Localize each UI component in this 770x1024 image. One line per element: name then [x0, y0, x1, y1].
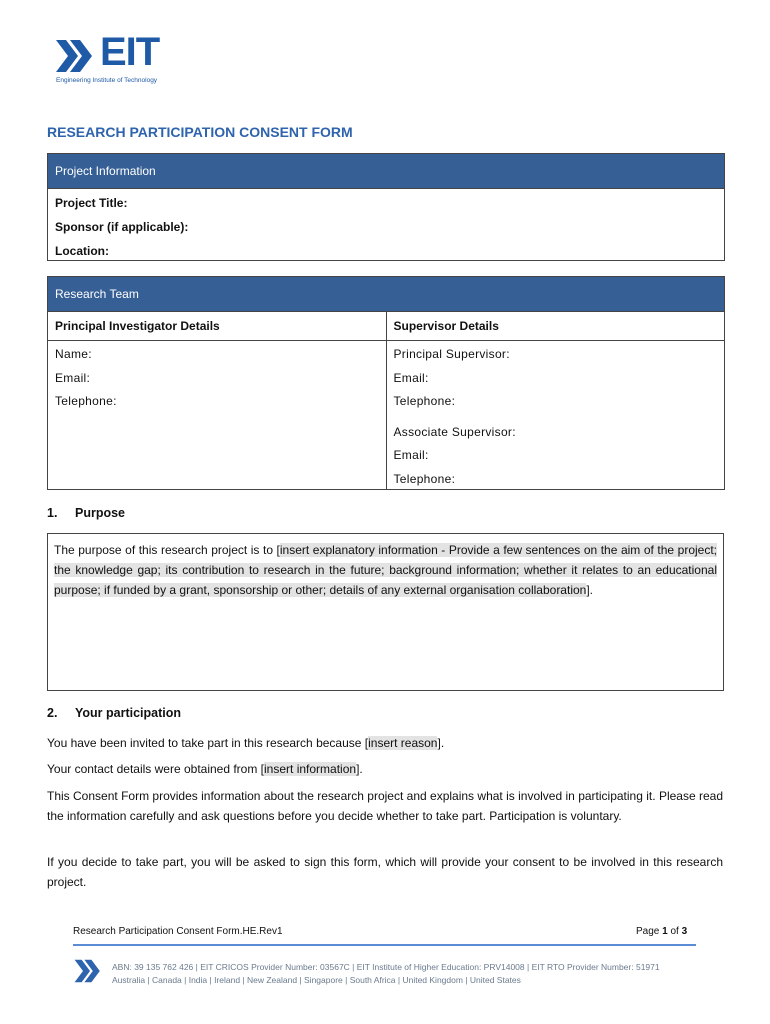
- footer-registration-text: [112, 961, 660, 987]
- footer-chevron-icon: [73, 957, 107, 985]
- contact-source-paragraph: Your contact details were obtained from [insert information].: [47, 762, 363, 776]
- research-team-box: [47, 276, 725, 490]
- pi-name-label: Name:: [55, 347, 92, 361]
- project-information-box: [47, 153, 725, 261]
- purpose-text: The purpose of this research project is to [insert explanatory information - Provide a few sentences on the aim of the project; the knowledge gap; its contribution to research in the future; background information; whether it relates to an educational purpose; if funded by a grant, sponsorship or other; details of any external organisation collaboration].: [54, 543, 717, 597]
- sponsor-label: Sponsor (if applicable):: [55, 220, 189, 234]
- pi-telephone-label: Telephone:: [55, 394, 117, 408]
- logo-tagline: Engineering Institute of Technology: [56, 77, 158, 84]
- page-title: RESEARCH PARTICIPATION CONSENT FORM: [47, 124, 353, 140]
- chevron-logo-icon: [56, 36, 100, 76]
- location-label: Location:: [55, 244, 109, 258]
- purpose-box: [47, 533, 724, 691]
- footer-page-number: Page 1 of 3: [636, 926, 688, 937]
- associate-supervisor-email-label: Email:: [393, 448, 429, 462]
- associate-supervisor-label: Associate Supervisor:: [393, 424, 516, 439]
- sign-form-paragraph: If you decide to take part, you will be asked to sign this form, which will provide your consent to be involved in this research project.: [47, 855, 723, 889]
- footer-divider: [73, 944, 696, 946]
- principal-supervisor-telephone-label: Telephone:: [393, 394, 456, 408]
- eit-logo: [56, 30, 186, 90]
- project-information-heading: Project Information: [48, 154, 724, 189]
- principal-investigator-column: [48, 312, 387, 489]
- supervisor-column: [387, 312, 725, 493]
- participation-number: 2.: [47, 706, 58, 720]
- principal-supervisor-email-label: Email:: [393, 370, 429, 385]
- purpose-number: 1.: [47, 506, 58, 520]
- supervisor-heading: Supervisor Details: [387, 312, 725, 341]
- footer-doc-name: Research Participation Consent Form.HE.Rev1: [73, 926, 283, 937]
- principal-supervisor-label: Principal Supervisor:: [393, 347, 510, 361]
- logo-wordmark: EIT: [100, 30, 160, 74]
- footer-registration-line2: Australia | Canada | India | Ireland | New Zealand | Singapore | South Africa | United Kingdom | United States: [112, 975, 521, 985]
- participation-reason-paragraph: You have been invited to take part in this research because [insert reason].: [47, 736, 445, 750]
- project-title-label: Project Title:: [55, 196, 128, 210]
- reason-placeholder: insert reason: [368, 736, 438, 750]
- pi-email-label: Email:: [55, 370, 91, 385]
- participation-heading: [47, 706, 181, 720]
- consent-info-paragraph: This Consent Form provides information about the research project and explains what is involved in participating it. Please read the information carefully and ask questions before you decide whether to take part. Participation is voluntary.: [47, 789, 723, 823]
- purpose-heading: [47, 506, 125, 520]
- purpose-heading-text: Purpose: [75, 506, 126, 520]
- associate-supervisor-telephone-label: Telephone:: [393, 471, 456, 486]
- information-placeholder: insert information: [264, 762, 357, 776]
- footer-registration-line1: ABN: 39 135 762 426 | EIT CRICOS Provider Number: 03567C | EIT Institute of Higher Education: PRV14008 | EIT RTO Provider Number: 51971: [112, 962, 660, 972]
- purpose-placeholder: insert explanatory information - Provide a few sentences on the aim of the project; the knowledge gap; its contribution to research in the future; background information; whether it relates to an educational purpose; if funded by a grant, sponsorship or other; details of any external organisation collaboration: [54, 543, 717, 597]
- research-team-heading: Research Team: [48, 277, 724, 312]
- participation-heading-text: Your participation: [75, 706, 182, 720]
- principal-investigator-heading: Principal Investigator Details: [48, 312, 386, 341]
